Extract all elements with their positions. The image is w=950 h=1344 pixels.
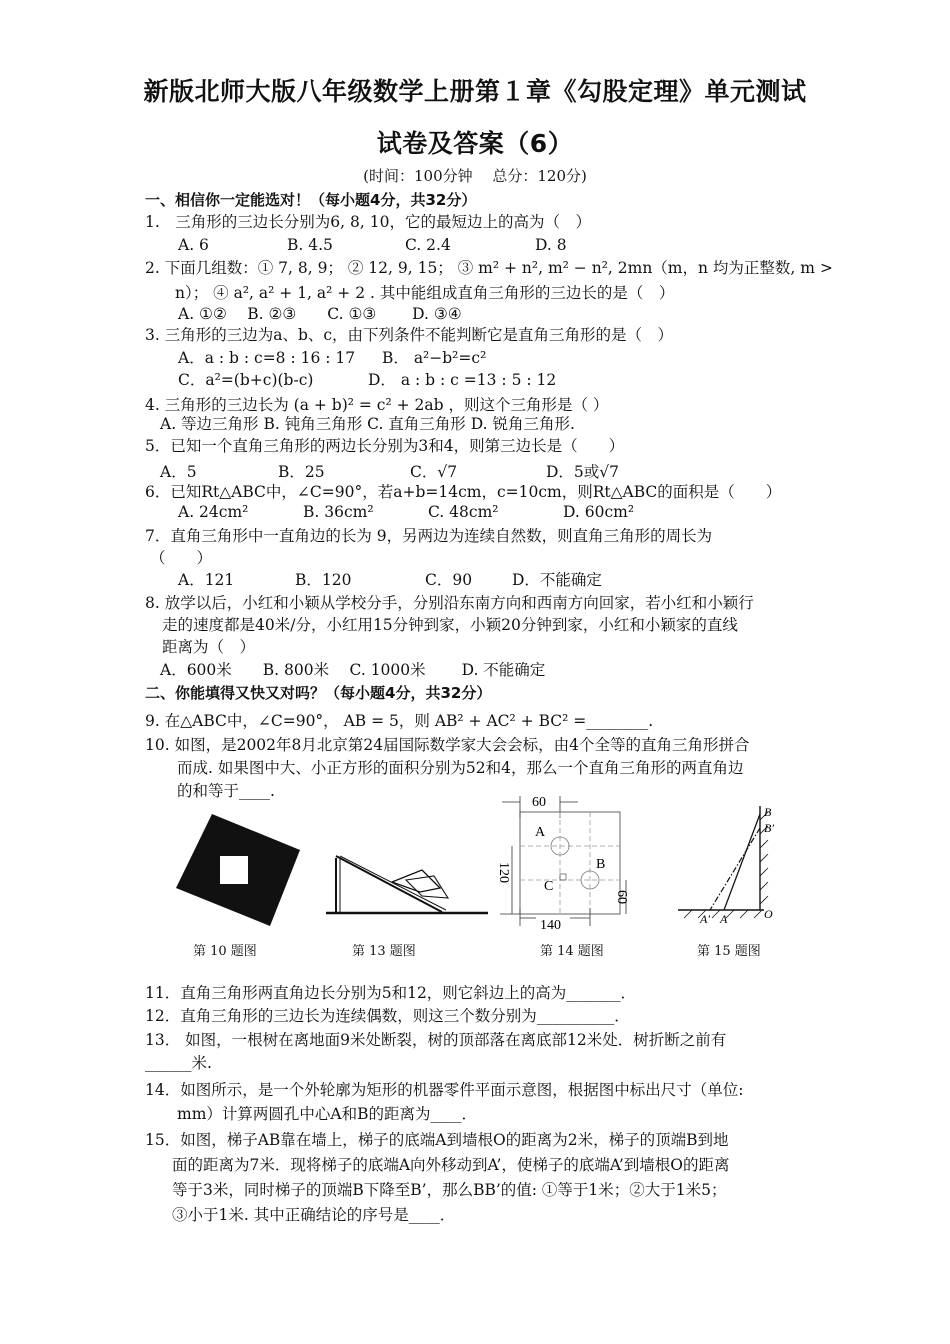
- q4-stem: 4. 三角形的三边长为 (a + b)² = c² + 2ab ，则这个三角形是（ ）: [145, 396, 609, 414]
- q7-option-c: C．90: [425, 571, 473, 589]
- label-a: A: [720, 912, 728, 925]
- q13-line-2: ______米.: [145, 1054, 212, 1072]
- figure-14: [440, 790, 650, 935]
- q1-option-c: C. 2.4: [405, 236, 451, 254]
- q15-line-4: ③小于1米. 其中正确结论的序号是____．: [172, 1206, 456, 1224]
- q8-stem-2: 走的速度都是40米/分，小红用15分钟到家，小颖20分钟到家，小红和小颖家的直线: [162, 616, 738, 634]
- q5-option-c: C．√7: [410, 463, 458, 481]
- q1-option-d: D. 8: [535, 236, 567, 254]
- dim-right: 60: [614, 890, 629, 904]
- q14-line-1: 14．如图所示，是一个外轮廓为矩形的机器零件平面示意图，根据图中标出尺寸（单位:: [145, 1081, 744, 1099]
- q2-stem-1: 2. 下面几组数：① 7, 8, 9； ② 12, 9, 15； ③ m² + n², m² − n², 2mn（m，n 均为正整数, m >: [145, 259, 833, 277]
- label-a: A: [535, 825, 546, 840]
- section-1-heading: 一、相信你一定能选对！（每小题4分，共32分）: [145, 191, 477, 209]
- dim-top: 60: [532, 795, 546, 810]
- caption-fig-14: 第 14 题图: [540, 944, 604, 959]
- q3-option-a: A．a : b : c=8 : 16 : 17: [178, 349, 356, 367]
- q6-option-c: C. 48cm²: [428, 503, 499, 521]
- q7-option-d: D．不能确定: [512, 571, 602, 589]
- label-o: O: [764, 907, 773, 921]
- ladder-ab: [724, 814, 760, 910]
- q15-line-2: 面的距离为7米．现将梯子的底端A向外移动到A’，使梯子的底端A’到墙根O的距离: [172, 1156, 730, 1174]
- q2-stem-2: n）； ④ a², a² + 1, a² + 2 . 其中能组成直角三角形的三边长的是（ ）: [175, 284, 675, 302]
- q15-line-3: 等于3米，同时梯子的顶端B下降至B’，那么BB’的值: ①等于1米；②大于1米5；: [172, 1181, 727, 1199]
- q4-options: A. 等边三角形 B. 钝角三角形 C. 直角三角形 D. 锐角三角形.: [160, 415, 575, 433]
- dim-left: 120: [496, 862, 511, 883]
- dim-bottom: 140: [540, 918, 561, 933]
- label-b-prime: B′: [764, 821, 774, 835]
- figure-10: [160, 808, 310, 928]
- q3-option-b: B． a²−b²=c²: [382, 349, 487, 367]
- exam-meta: (时间：100分钟 总分：120分): [363, 167, 587, 185]
- q1-option-b: B. 4.5: [287, 236, 333, 254]
- q3-option-c: C．a²=(b+c)(b-c): [178, 371, 314, 389]
- q6-option-b: B. 36cm²: [303, 503, 374, 521]
- q9-text: 9. 在△ABC中，∠C=90°， AB = 5，则 AB² + AC² + BC² =________.: [145, 712, 654, 730]
- q8-options: A．600米 B. 800米 C. 1000米 D. 不能确定: [160, 661, 546, 679]
- q11-text: 11．直角三角形两直角边长分别为5和12，则它斜边上的高为_______．: [145, 984, 637, 1002]
- label-b: B: [764, 805, 772, 819]
- label-c: C: [544, 879, 554, 894]
- q6-option-d: D. 60cm²: [563, 503, 635, 521]
- q5-option-a: A．5: [160, 463, 197, 481]
- label-b: B: [596, 857, 606, 872]
- inner-square: [220, 856, 248, 884]
- q10-line-2: 而成. 如果图中大、小正方形的面积分别为52和4，那么一个直角三角形的两直角边: [177, 759, 744, 777]
- q8-stem-3: 距离为（ ）: [162, 638, 256, 656]
- page-title: 新版北师大版八年级数学上册第１章《勾股定理》单元测试: [143, 77, 807, 106]
- q1-stem: 1. 三角形的三边长分别为6, 8, 10，它的最短边上的高为（ ）: [145, 213, 591, 231]
- page-subtitle: 试卷及答案（6）: [376, 129, 574, 158]
- figure-15: [676, 800, 786, 925]
- q6-option-a: A. 24cm²: [178, 503, 249, 521]
- q8-stem-1: 8. 放学以后，小红和小颖从学校分手，分别沿东南方向和西南方向回家，若小红和小颖行: [145, 594, 754, 612]
- q6-stem: 6．已知Rt△ABC中，∠C=90°，若a+b=14cm，c=10cm，则Rt△ABC的面积是（ ）: [145, 483, 782, 501]
- q5-stem: 5．已知一个直角三角形的两边长分别为3和4，则第三边长是（ ）: [145, 437, 625, 455]
- q10-line-3: 的和等于____.: [177, 782, 275, 800]
- caption-fig-13: 第 13 题图: [352, 944, 416, 959]
- q13-line-1: 13． 如图，一根树在离地面9米处断裂，树的顶部落在离底部12米处．树折断之前有: [145, 1031, 727, 1049]
- q14-line-2: mm）计算两圆孔中心A和B的距离为____．: [177, 1105, 477, 1123]
- section-2-heading: 二、你能填得又快又对吗？（每小题4分，共32分）: [145, 684, 492, 702]
- q7-stem-1: 7．直角三角形中一直角边的长为 9，另两边为连续自然数，则直角三角形的周长为: [145, 527, 713, 545]
- label-a-prime: A′: [700, 912, 710, 925]
- broken-trunk: [336, 856, 442, 912]
- q15-line-1: 15．如图，梯子AB靠在墙上，梯子的底端A到墙根O的距离为2米，梯子的顶端B到地: [145, 1131, 729, 1149]
- q7-option-b: B．120: [295, 571, 352, 589]
- q7-option-a: A．121: [178, 571, 235, 589]
- q5-option-b: B．25: [278, 463, 325, 481]
- caption-fig-15: 第 15 题图: [697, 944, 761, 959]
- q12-text: 12．直角三角形的三边长为连续偶数，则这三个数分别为__________．: [145, 1007, 630, 1025]
- q5-option-d: D．5或√7: [546, 463, 620, 481]
- q2-options: A. ①② B. ②③ C. ①③ D. ③④: [178, 305, 462, 323]
- q3-option-d: D． a : b : c =13 : 5 : 12: [368, 371, 557, 389]
- q1-option-a: A. 6: [178, 236, 209, 254]
- q10-line-1: 10. 如图，是2002年8月北京第24届国际数学家大会会标，由4个全等的直角三角形拼合: [145, 736, 750, 754]
- q7-stem-2: （ ）: [150, 549, 213, 567]
- caption-fig-10: 第 10 题图: [193, 944, 257, 959]
- q3-stem: 3. 三角形的三边为a、b、c，由下列条件不能判断它是直角三角形的是（ ）: [145, 326, 674, 344]
- ladder-a2b2: [710, 828, 760, 910]
